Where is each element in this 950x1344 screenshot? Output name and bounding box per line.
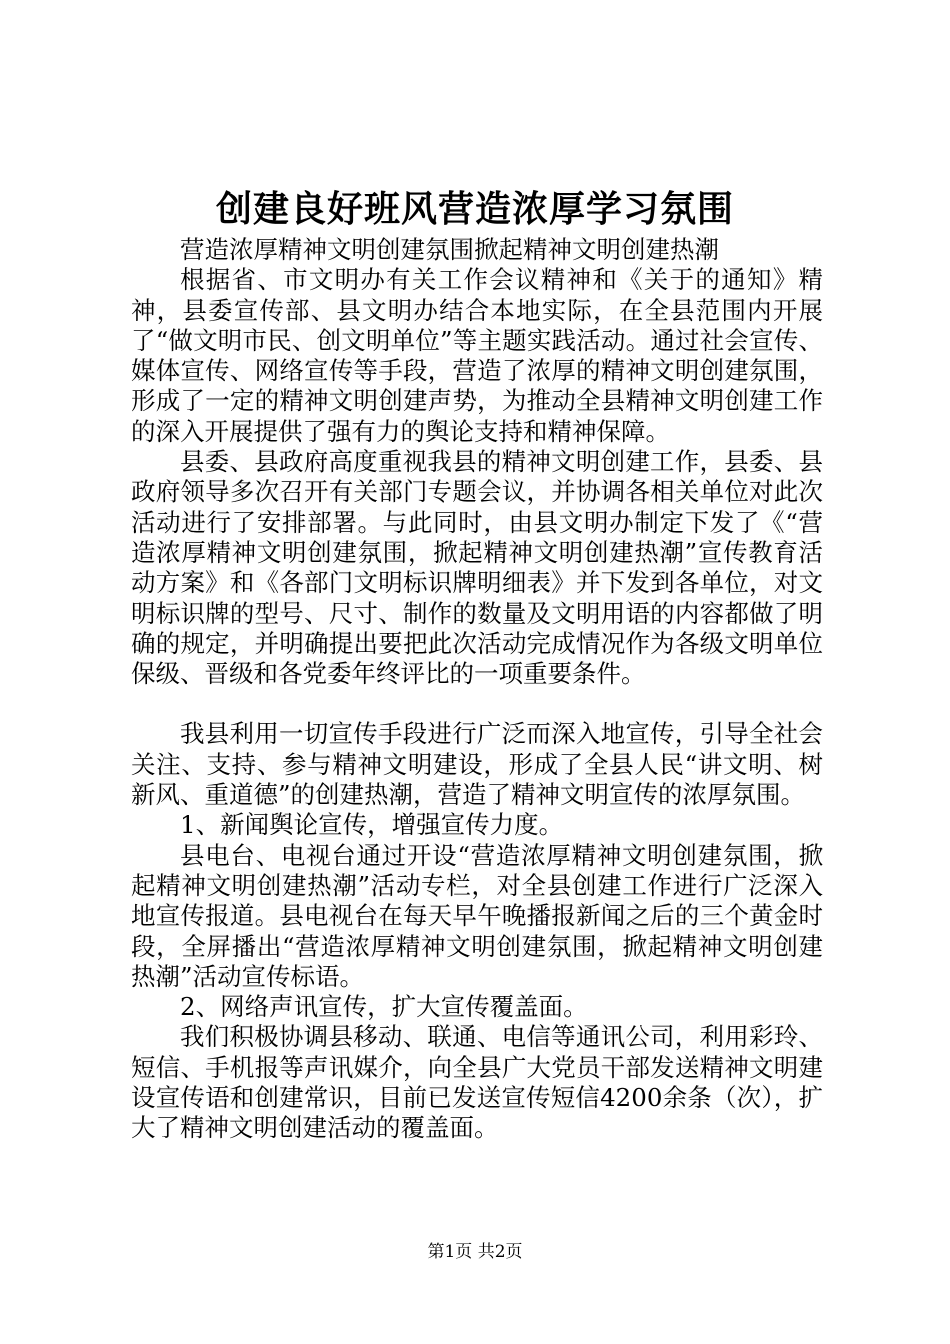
section-heading: 1、新闻舆论宣传，增强宣传力度。: [180, 810, 564, 840]
document-title: 创建良好班风营造浓厚学习氛围: [215, 188, 734, 230]
document-body: [131, 235, 823, 1144]
paragraph: 县委、县政府高度重视我县的精神文明创建工作，县委、县政府领导多次召开有关部门专题会议，并协调各相关单位对此次活动进行了安排部署。与此同时，由县文明办制定下发了《“营造浓厚精神文明创建氛围，掀起精神文明创建热潮”宣传教育活动方案》和《各部门文明标识牌明细表》并下发到各单位，对文明标识牌的型号、尺寸、制作的数量及文明用语的内容都做了明确的规定，并明确提出要把此次活动完成情况作为各级文明单位保级、晋级和各党委年终评比的一项重要条件。: [131, 447, 823, 689]
paragraph: 我们积极协调县移动、联通、电信等通讯公司，利用彩玲、短信、手机报等声讯媒介，向全县广大党员干部发送精神文明建设宣传语和创建常识，目前已发送宣传短信4200余条（次），扩大了精神文明创建活动的覆盖面。: [131, 1022, 823, 1143]
paragraph: 我县利用一切宣传手段进行广泛而深入地宣传，引导全社会关注、支持、参与精神文明建设，形成了全县人民“讲文明、树新风、重道德”的创建热潮，营造了精神文明宣传的浓厚氛围。: [131, 719, 823, 810]
page-footer: 第1页 共2页: [427, 1242, 523, 1262]
paragraph: 根据省、市文明办有关工作会议精神和《关于的通知》精神，县委宣传部、县文明办结合本地实际，在全县范围内开展了“做文明市民、创文明单位”等主题实践活动。通过社会宣传、媒体宣传、网络宣传等手段，营造了浓厚的精神文明创建氛围，形成了一定的精神文明创建声势，为推动全县精神文明创建工作的深入开展提供了强有力的舆论支持和精神保障。: [131, 265, 823, 446]
section-heading: 2、网络声讯宣传，扩大宣传覆盖面。: [180, 992, 588, 1022]
paragraph-heading: 营造浓厚精神文明创建氛围掀起精神文明创建热潮: [180, 235, 719, 264]
paragraph: 县电台、电视台通过开设“营造浓厚精神文明创建氛围，掀起精神文明创建热潮”活动专栏，对全县创建工作进行广泛深入地宣传报道。县电视台在每天早午晚播报新闻之后的三个黄金时段，全屏播出“营造浓厚精神文明创建氛围，掀起精神文明创建热潮”活动宣传标语。: [131, 840, 823, 991]
